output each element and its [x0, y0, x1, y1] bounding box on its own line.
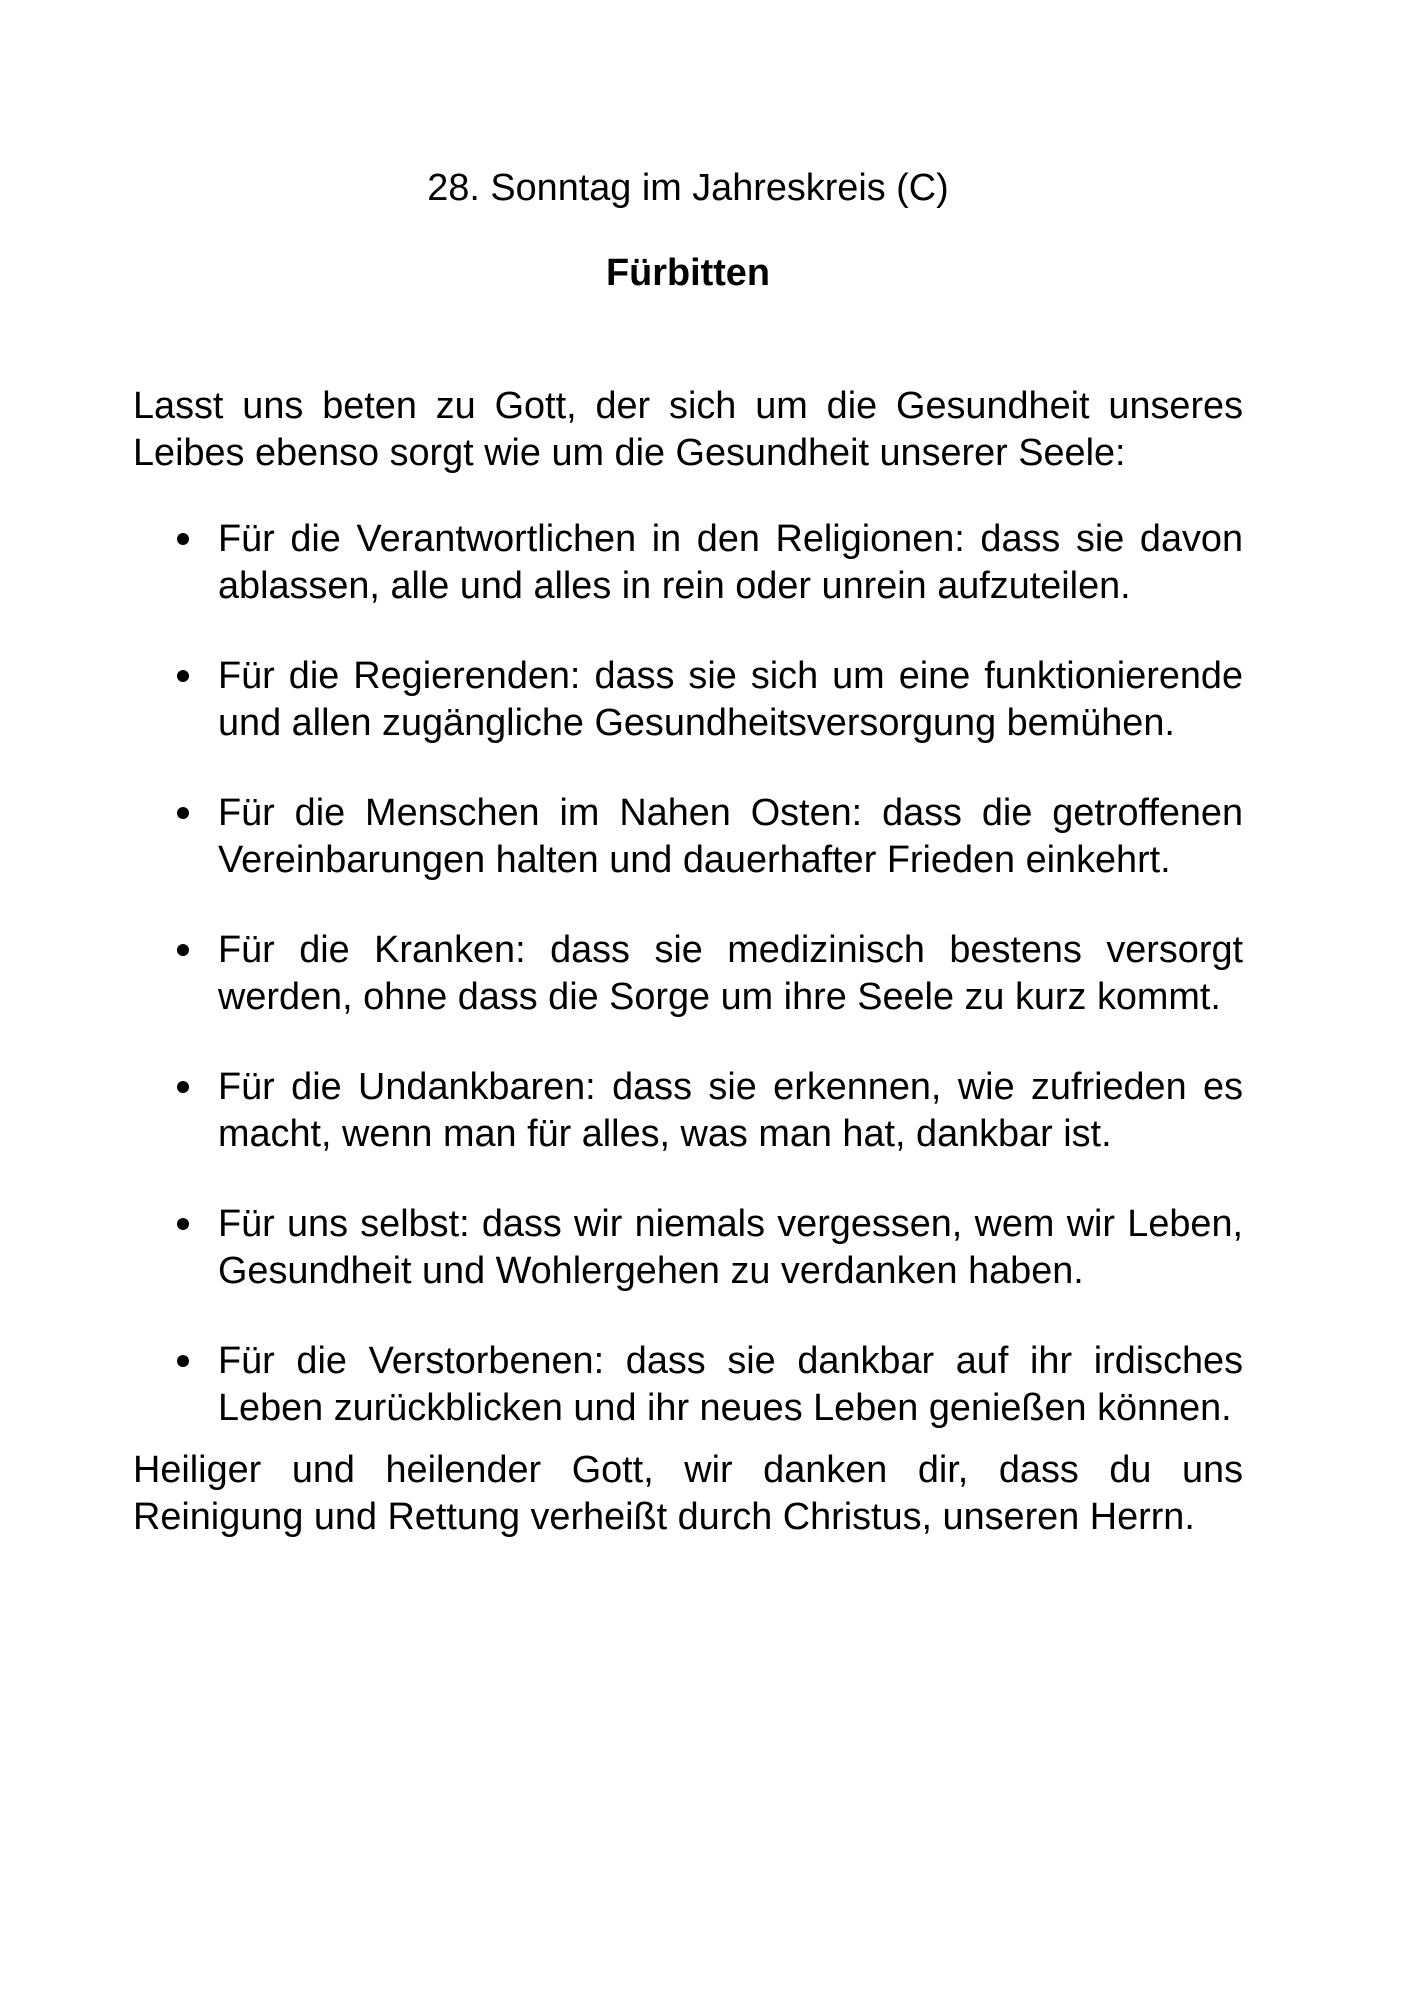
page-title: 28. Sonntag im Jahreskreis (C)	[427, 167, 949, 209]
petition-text: Für die Menschen im Nahen Osten: dass die getroffenen Vereinbarungen halten und dauerhafter Frieden einkehrt.	[218, 792, 1243, 881]
document-content	[133, 0, 1243, 1541]
bullet-icon	[177, 670, 189, 682]
bullet-icon	[177, 1218, 189, 1230]
petitions-list	[133, 516, 1243, 1432]
bullet-icon	[177, 944, 189, 956]
petition-text: Für die Verstorbenen: dass sie dankbar auf ihr irdisches Leben zurückblicken und ihr neues Leben genießen können.	[218, 1340, 1243, 1429]
petition-item	[133, 653, 1243, 747]
petition-text: Für die Verantwortlichen in den Religionen: dass sie davon ablassen, alle und alles in rein oder unrein aufzuteilen.	[218, 518, 1243, 607]
petition-text: Für die Regierenden: dass sie sich um eine funktionierende und allen zugängliche Gesundheitsversorgung bemühen.	[218, 655, 1243, 744]
petition-text: Für die Kranken: dass sie medizinisch bestens versorgt werden, ohne dass die Sorge um ihre Seele zu kurz kommt.	[218, 929, 1243, 1018]
petition-item	[133, 790, 1243, 884]
petition-item	[133, 1338, 1243, 1432]
closing-paragraph: Heiliger und heilender Gott, wir danken dir, dass du uns Reinigung und Rettung verheißt durch Christus, unseren Herrn.	[133, 1449, 1243, 1538]
petition-item	[133, 1064, 1243, 1158]
bullet-icon	[177, 1081, 189, 1093]
page-subtitle: Fürbitten	[606, 252, 770, 294]
bullet-icon	[177, 807, 189, 819]
petition-text: Für die Undankbaren: dass sie erkennen, wie zufrieden es macht, wenn man für alles, was man hat, dankbar ist.	[218, 1066, 1243, 1155]
intro-paragraph: Lasst uns beten zu Gott, der sich um die Gesundheit unseres Leibes ebenso sorgt wie um die Gesundheit unserer Seele:	[133, 385, 1243, 474]
bullet-icon	[177, 533, 189, 545]
petition-text: Für uns selbst: dass wir niemals vergessen, wem wir Leben, Gesundheit und Wohlergehen zu verdanken haben.	[218, 1203, 1243, 1292]
petition-item	[133, 927, 1243, 1021]
bullet-icon	[177, 1355, 189, 1367]
petition-item	[133, 1201, 1243, 1295]
petition-item	[133, 516, 1243, 610]
